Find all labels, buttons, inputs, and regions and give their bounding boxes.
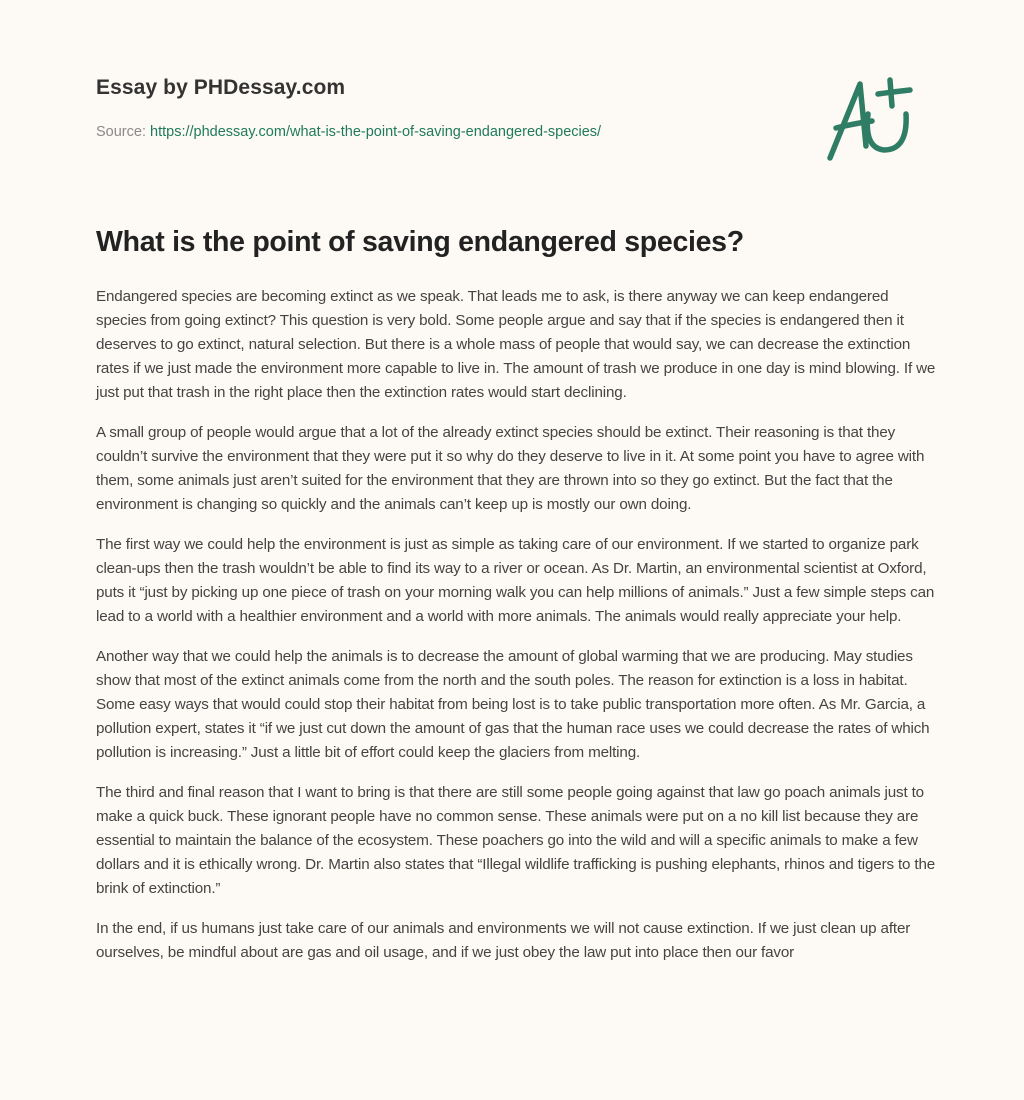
essay-title: What is the point of saving endangered species? xyxy=(96,226,744,258)
page-header xyxy=(96,0,932,200)
essay-paragraph: The third and final reason that I want to bring is that there are still some people going against that law go poach animals just to make a quick buck. These ignorant people have no common sense. These animals were put on a no kill list because they are essential to maintain the balance of the ecosystem. These poachers go into the wild and will a specific animals to make a few dollars and it is ethically wrong. Dr. Martin also states that “Illegal wildlife trafficking is pushing elephants, rhinos and tigers to the brink of extinction.” xyxy=(96,784,936,897)
essay-paragraph: The first way we could help the environment is just as simple as taking care of our environment. If we started to organize park clean-ups then the trash wouldn’t be able to find its way to a river or ocean. As Dr. Martin, an environmental scientist at Oxford, puts it “just by picking up one piece of trash on your morning walk you can help millions of animals.” Just a few simple steps can lead to a world with a healthier environment and a world with more animals. The animals would really appreciate your help. xyxy=(96,536,935,625)
essay-paragraph: In the end, if us humans just take care of our animals and environments we will not cause extinction. If we just clean up after ourselves, be mindful about are gas and oil usage, and if we just obey the law put into place then our favor xyxy=(96,920,911,961)
essay-page xyxy=(96,0,936,961)
source-link[interactable]: https://phdessay.com/what-is-the-point-of-saving-endangered-species/ xyxy=(150,124,602,140)
site-title: Essay by PHDessay.com xyxy=(96,76,346,99)
essay-paragraph: A small group of people would argue that a lot of the already extinct species should be extinct. Their reasoning is that they couldn’t survive the environment that they were put it so why do they deserve to live in it. At some point you have to agree with them, some animals just aren’t suited for the environment that they are thrown into so they go extinct. But the fact that the environment is changing so quickly and the animals can’t keep up is mostly our own doing. xyxy=(96,424,925,513)
source-line xyxy=(96,124,601,140)
essay-body xyxy=(96,285,936,981)
source-label: Source: xyxy=(96,124,146,140)
a-plus-grade-icon xyxy=(822,66,932,166)
essay-paragraph: Another way that we could help the animals is to decrease the amount of global warming that we are producing. May studies show that most of the extinct animals come from the north and the south poles. The reason for extinction is a loss in habitat. Some easy ways that would could stop their habitat from being lost is to take public transportation more often. As Mr. Garcia, a pollution expert, states it “if we just cut down the amount of gas that the human race uses we could decrease the rates of which pollution is increasing.” Just a little bit of effort could keep the glaciers from melting. xyxy=(96,648,930,761)
essay-paragraph: Endangered species are becoming extinct as we speak. That leads me to ask, is there anyway we can keep endangered species from going extinct? This question is very bold. Some people argue and say that if the species is endangered then it deserves to go extinct, natural selection. But there is a whole mass of people that would say, we can decrease the extinction rates if we just made the environment more capable to live in. The amount of trash we produce in one day is mind blowing. If we just put that trash in the right place then the extinction rates would start declining. xyxy=(96,288,936,401)
